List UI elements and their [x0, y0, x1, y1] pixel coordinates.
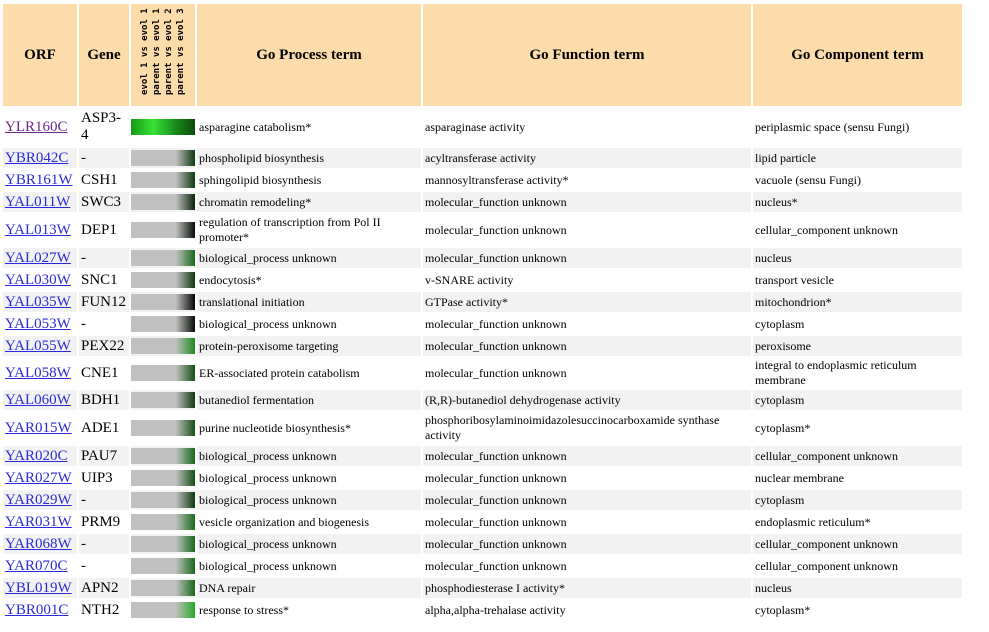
gene-cell: -	[79, 148, 129, 168]
go-process-cell: biological_process unknown	[197, 248, 421, 268]
table-row	[3, 390, 962, 410]
orf-cell	[3, 270, 77, 290]
gene-cell: CNE1	[81, 364, 119, 381]
orf-cell	[3, 148, 77, 168]
orf-link[interactable]: YAL060W	[5, 391, 71, 408]
gene-cell: -	[81, 315, 86, 332]
gene-cell: SNC1	[81, 271, 118, 288]
orf-cell	[3, 412, 77, 444]
table-row	[3, 512, 962, 532]
go-function-cell: molecular_function unknown	[423, 248, 751, 268]
go-function-cell: GTPase activity*	[423, 292, 751, 312]
orf-cell	[3, 192, 77, 212]
orf-link[interactable]: YAR031W	[5, 513, 72, 530]
table-row	[3, 412, 962, 444]
table-row	[3, 490, 962, 510]
table-row	[3, 248, 962, 268]
table-row	[3, 468, 962, 488]
gene-annotation-table	[1, 2, 964, 622]
gene-cell: UIP3	[81, 469, 113, 486]
gene-cell: ADE1	[81, 419, 120, 436]
go-component-cell: transport vesicle	[755, 272, 834, 287]
expression-heatmap-cell	[131, 292, 195, 312]
go-component-cell: cytoplasm	[753, 390, 962, 410]
expression-heatmap-bar	[131, 119, 195, 135]
header-comparisons	[131, 4, 195, 106]
orf-link[interactable]: YAL030W	[5, 271, 71, 288]
go-process-cell: biological_process unknown	[199, 558, 337, 573]
orf-link[interactable]: YBL019W	[5, 579, 72, 596]
expression-heatmap-cell	[131, 248, 195, 268]
orf-cell	[3, 446, 77, 466]
orf-link[interactable]: YBR042C	[5, 149, 69, 166]
gene-cell: -	[81, 557, 86, 574]
gene-cell: NTH2	[81, 601, 120, 618]
go-component-cell: integral to endoplasmic reticulum membrane	[755, 358, 917, 387]
expression-heatmap-bar	[131, 316, 195, 332]
expression-heatmap-cell	[131, 336, 195, 356]
orf-link[interactable]: YAL013W	[5, 221, 71, 238]
go-process-cell: biological_process unknown	[197, 534, 421, 554]
orf-cell	[3, 390, 77, 410]
orf-cell	[3, 534, 77, 554]
go-component-cell: peroxisome	[753, 336, 962, 356]
orf-cell	[3, 336, 77, 356]
table-row	[3, 292, 962, 312]
go-process-cell: vesicle organization and biogenesis	[199, 514, 370, 529]
header-process: Go Process term	[197, 4, 421, 106]
gene-cell: -	[79, 534, 129, 554]
go-component-cell: cytoplasm	[753, 490, 962, 510]
orf-cell	[3, 600, 77, 620]
orf-link[interactable]: YAL058W	[5, 364, 71, 381]
go-function-cell: molecular_function unknown	[425, 365, 567, 380]
go-function-cell: molecular_function unknown	[425, 514, 567, 529]
go-process-cell: biological_process unknown	[199, 470, 337, 485]
expression-heatmap-bar	[131, 365, 195, 381]
expression-heatmap-cell	[131, 192, 195, 212]
table-row	[3, 446, 962, 466]
orf-link[interactable]: YAR068W	[5, 535, 72, 552]
go-component-cell: nucleus	[753, 248, 962, 268]
orf-cell	[3, 512, 77, 532]
expression-heatmap-bar	[131, 514, 195, 530]
orf-cell	[3, 170, 77, 190]
expression-heatmap-bar	[131, 536, 195, 552]
gene-cell: PEX22	[79, 336, 129, 356]
expression-heatmap-bar	[131, 272, 195, 288]
expression-heatmap-bar	[131, 194, 195, 210]
go-process-cell: biological_process unknown	[197, 490, 421, 510]
gene-cell: SWC3	[79, 192, 129, 212]
comparison-label-3: parent vs evol 2	[164, 8, 174, 95]
go-function-cell: molecular_function unknown	[425, 222, 567, 237]
orf-link[interactable]: YAR029W	[5, 491, 72, 508]
expression-heatmap-bar	[131, 558, 195, 574]
orf-link[interactable]: YAR015W	[5, 419, 72, 436]
expression-heatmap-bar	[131, 602, 195, 618]
go-function-cell: molecular_function unknown	[425, 470, 567, 485]
expression-heatmap-bar	[131, 580, 195, 596]
go-function-cell: asparaginase activity	[425, 119, 526, 134]
gene-cell: PRM9	[81, 513, 121, 530]
table-row	[3, 556, 962, 576]
go-process-cell: response to stress*	[199, 602, 289, 617]
expression-heatmap-bar	[131, 470, 195, 486]
expression-heatmap-bar	[131, 250, 195, 266]
go-function-cell: acyltransferase activity	[423, 148, 751, 168]
orf-cell	[3, 292, 77, 312]
go-component-cell: cellular_component unknown	[753, 446, 962, 466]
table-row	[3, 358, 962, 388]
go-process-cell: biological_process unknown	[197, 446, 421, 466]
gene-cell: ASP3-4	[81, 110, 122, 143]
go-function-cell: molecular_function unknown	[423, 192, 751, 212]
table-row	[3, 314, 962, 334]
go-process-cell: endocytosis*	[199, 272, 262, 287]
go-function-cell: molecular_function unknown	[423, 490, 751, 510]
orf-link[interactable]: YAR027W	[5, 469, 72, 486]
expression-heatmap-cell	[131, 412, 195, 444]
gene-cell: PAU7	[79, 446, 129, 466]
table-row	[3, 214, 962, 246]
go-component-cell: cytoplasm	[755, 316, 805, 331]
gene-cell: FUN12	[79, 292, 129, 312]
orf-link[interactable]: YAL011W	[5, 193, 71, 210]
go-component-cell: lipid particle	[753, 148, 962, 168]
expression-heatmap-bar	[131, 492, 195, 508]
go-process-cell: DNA repair	[197, 578, 421, 598]
header-orf: ORF	[3, 4, 77, 106]
go-process-cell: purine nucleotide biosynthesis*	[199, 420, 351, 435]
comparison-label-4: parent vs evol 3	[176, 8, 186, 95]
go-component-cell: endoplasmic reticulum*	[755, 514, 871, 529]
header-function: Go Function term	[423, 4, 751, 106]
expression-heatmap-bar	[131, 172, 195, 188]
gene-cell: CSH1	[81, 171, 118, 188]
expression-heatmap-cell	[131, 270, 195, 290]
expression-heatmap-bar	[131, 392, 195, 408]
go-function-cell: (R,R)-butanediol dehydrogenase activity	[423, 390, 751, 410]
expression-heatmap-bar	[131, 222, 195, 238]
go-function-cell: molecular_function unknown	[423, 336, 751, 356]
table-row	[3, 534, 962, 554]
expression-heatmap-cell	[131, 600, 195, 620]
go-process-cell: protein-peroxisome targeting	[197, 336, 421, 356]
go-component-cell: cytoplasm*	[755, 420, 811, 435]
go-component-cell: mitochondrion*	[753, 292, 962, 312]
orf-link[interactable]: YAL027W	[5, 249, 71, 266]
table-row	[3, 108, 962, 146]
table-row	[3, 148, 962, 168]
expression-heatmap-cell	[131, 108, 195, 146]
go-component-cell: cellular_component unknown	[755, 222, 898, 237]
expression-heatmap-cell	[131, 578, 195, 598]
expression-heatmap-bar	[131, 420, 195, 436]
gene-cell: DEP1	[81, 221, 117, 238]
go-component-cell: vacuole (sensu Fungi)	[755, 172, 861, 187]
table-row	[3, 600, 962, 620]
expression-heatmap-bar	[131, 338, 195, 354]
orf-link[interactable]: YLR160C	[5, 118, 68, 135]
header-row	[3, 4, 962, 106]
gene-cell: -	[79, 490, 129, 510]
gene-cell: -	[79, 248, 129, 268]
go-component-cell: nucleus*	[753, 192, 962, 212]
go-function-cell: molecular_function unknown	[425, 316, 567, 331]
expression-heatmap-cell	[131, 358, 195, 388]
table-row	[3, 170, 962, 190]
expression-heatmap-cell	[131, 314, 195, 334]
orf-cell	[3, 490, 77, 510]
table-row	[3, 578, 962, 598]
comparison-label-1: evol 1 vs evol 1	[140, 8, 150, 95]
go-process-cell: phospholipid biosynthesis	[197, 148, 421, 168]
go-process-cell: biological_process unknown	[199, 316, 337, 331]
go-function-cell: molecular_function unknown	[425, 558, 567, 573]
go-function-cell: alpha,alpha-trehalase activity	[425, 602, 566, 617]
comparison-label-2: parent vs evol 1	[152, 8, 162, 95]
expression-heatmap-cell	[131, 170, 195, 190]
go-process-cell: regulation of transcription from Pol II promoter*	[199, 215, 381, 244]
go-function-cell: molecular_function unknown	[423, 534, 751, 554]
table-body	[3, 108, 962, 620]
table-row	[3, 336, 962, 356]
go-component-cell: nucleus	[753, 578, 962, 598]
header-component: Go Component term	[753, 4, 962, 106]
go-component-cell: periplasmic space (sensu Fungi)	[755, 119, 910, 134]
go-function-cell: phosphoribosylaminoimidazolesuccinocarboxamide synthase activity	[425, 413, 720, 442]
orf-cell	[3, 578, 77, 598]
expression-heatmap-bar	[131, 150, 195, 166]
go-function-cell: molecular_function unknown	[423, 446, 751, 466]
go-process-cell: ER-associated protein catabolism	[199, 365, 360, 380]
orf-cell	[3, 108, 77, 146]
go-function-cell: v-SNARE activity	[425, 272, 514, 287]
orf-link[interactable]: YAL035W	[5, 293, 71, 310]
orf-cell	[3, 468, 77, 488]
orf-link[interactable]: YAR070C	[5, 557, 68, 574]
table-row	[3, 192, 962, 212]
orf-link[interactable]: YBR161W	[5, 171, 73, 188]
expression-heatmap-cell	[131, 534, 195, 554]
go-function-cell: mannosyltransferase activity*	[425, 172, 569, 187]
orf-link[interactable]: YAL055W	[5, 337, 71, 354]
orf-cell	[3, 358, 77, 388]
orf-cell	[3, 314, 77, 334]
go-process-cell: asparagine catabolism*	[199, 119, 312, 134]
go-component-cell: cellular_component unknown	[755, 558, 898, 573]
expression-heatmap-cell	[131, 556, 195, 576]
expression-heatmap-cell	[131, 490, 195, 510]
gene-cell: BDH1	[79, 390, 129, 410]
orf-cell	[3, 556, 77, 576]
expression-heatmap-cell	[131, 446, 195, 466]
orf-link[interactable]: YAR020C	[5, 447, 68, 464]
expression-heatmap-cell	[131, 148, 195, 168]
go-component-cell: cellular_component unknown	[753, 534, 962, 554]
expression-heatmap-cell	[131, 468, 195, 488]
go-process-cell: sphingolipid biosynthesis	[199, 172, 322, 187]
orf-link[interactable]: YBR001C	[5, 601, 69, 618]
go-process-cell: butanediol fermentation	[197, 390, 421, 410]
expression-heatmap-bar	[131, 448, 195, 464]
go-function-cell: phosphodiesterase I activity*	[423, 578, 751, 598]
expression-heatmap-cell	[131, 512, 195, 532]
expression-heatmap-bar	[131, 294, 195, 310]
table-row	[3, 270, 962, 290]
orf-link[interactable]: YAL053W	[5, 315, 71, 332]
go-process-cell: chromatin remodeling*	[197, 192, 421, 212]
go-process-cell: translational initiation	[197, 292, 421, 312]
orf-cell	[3, 214, 77, 246]
go-component-cell: cytoplasm*	[755, 602, 811, 617]
header-gene: Gene	[79, 4, 129, 106]
expression-heatmap-cell	[131, 214, 195, 246]
go-component-cell: nuclear membrane	[755, 470, 844, 485]
orf-cell	[3, 248, 77, 268]
expression-heatmap-cell	[131, 390, 195, 410]
gene-cell: APN2	[79, 578, 129, 598]
